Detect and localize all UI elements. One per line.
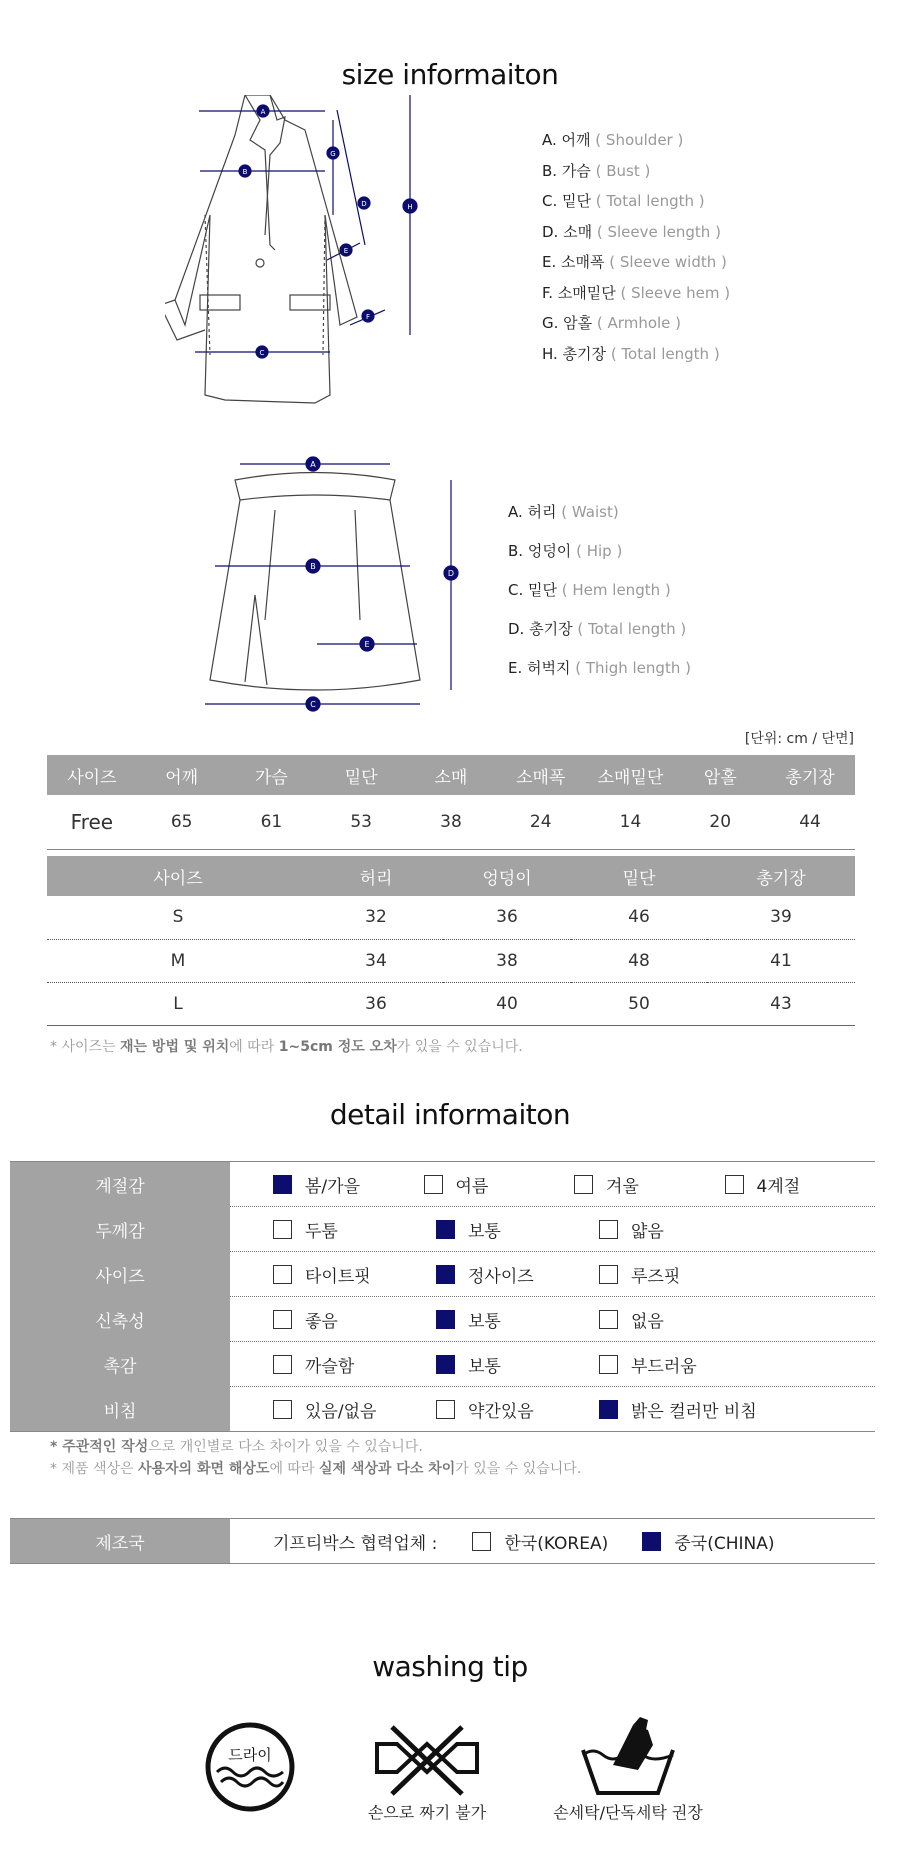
origin-row xyxy=(10,1519,875,1564)
jacket-marker-c: C xyxy=(259,349,265,357)
jacket-marker-g: G xyxy=(330,150,336,158)
legend-item: E. 허벅지 ( Thigh length ) xyxy=(508,659,691,677)
legend-item: B. 엉덩이 ( Hip ) xyxy=(508,542,623,560)
jacket-size-table xyxy=(47,755,855,850)
table-cell: M xyxy=(47,939,309,982)
origin-table xyxy=(10,1518,875,1564)
detail-label: 두께감 xyxy=(10,1207,230,1252)
option-none[interactable]: 없음 xyxy=(599,1307,762,1332)
jacket-marker-a: A xyxy=(260,108,266,116)
checkbox-checked[interactable] xyxy=(436,1355,455,1374)
checkbox[interactable] xyxy=(599,1355,618,1374)
table-row xyxy=(47,896,855,939)
table-row xyxy=(47,795,855,849)
table-cell: 43 xyxy=(707,982,855,1025)
checkbox[interactable] xyxy=(599,1310,618,1329)
table-cell: 38 xyxy=(443,939,571,982)
detail-label: 신축성 xyxy=(10,1297,230,1342)
checkbox[interactable] xyxy=(599,1265,618,1284)
option-korea[interactable]: 한국(KOREA) xyxy=(472,1529,642,1554)
option-good[interactable]: 좋음 xyxy=(273,1307,436,1332)
option-tight-fit[interactable]: 타이트핏 xyxy=(273,1262,436,1287)
table-header-row xyxy=(47,755,855,795)
option-loose-fit[interactable]: 루즈핏 xyxy=(599,1262,762,1287)
jacket-marker-f: F xyxy=(365,313,371,321)
origin-label: 제조국 xyxy=(10,1519,230,1564)
unit-label: [단위: cm / 단면] xyxy=(744,731,854,747)
option-regular-fit[interactable]: 정사이즈 xyxy=(436,1262,599,1287)
option-slight[interactable]: 약간있음 xyxy=(436,1397,599,1422)
skirt-marker-d: D xyxy=(447,569,455,578)
detail-note-2: * 제품 색상은 사용자의 화면 해상도에 따라 실제 색상과 다소 차이가 있을 수 있습니다. xyxy=(50,1461,582,1477)
detail-section-title: detail informaiton xyxy=(329,1098,571,1131)
no-wring-label: 손으로 짜기 불가 xyxy=(367,1803,487,1822)
table-row xyxy=(47,939,855,982)
option-all-season[interactable]: 4계절 xyxy=(725,1172,876,1197)
table-cell: 48 xyxy=(571,939,707,982)
legend-item: F. 소매밑단 ( Sleeve hem ) xyxy=(542,283,731,302)
col-header: 어깨 xyxy=(137,755,227,795)
jacket-marker-e: E xyxy=(343,247,349,255)
skirt-legend xyxy=(508,493,691,688)
checkbox[interactable] xyxy=(273,1400,292,1419)
hand-wash-icon xyxy=(578,1715,678,1800)
option-normal[interactable]: 보통 xyxy=(436,1307,599,1332)
skirt-diagram xyxy=(195,450,475,720)
option-light-colors-only[interactable]: 밝은 컬러만 비침 xyxy=(599,1397,757,1422)
detail-row-thickness xyxy=(10,1207,875,1252)
legend-item: G. 암홀 ( Armhole ) xyxy=(542,314,682,332)
jacket-marker-h: H xyxy=(407,203,413,211)
detail-row-sheer xyxy=(10,1387,875,1432)
table-cell: 46 xyxy=(571,896,707,939)
skirt-marker-c: C xyxy=(310,700,316,709)
jacket-legend xyxy=(542,125,730,369)
checkbox[interactable] xyxy=(273,1265,292,1284)
table-cell: 38 xyxy=(406,795,496,849)
skirt-size-table xyxy=(47,856,855,1026)
legend-item: A. 허리 ( Waist) xyxy=(508,503,619,521)
checkbox[interactable] xyxy=(725,1175,744,1194)
detail-label: 계절감 xyxy=(10,1162,230,1207)
table-cell: S xyxy=(47,896,309,939)
detail-label: 비침 xyxy=(10,1387,230,1432)
table-cell: 61 xyxy=(227,795,317,849)
table-cell: 40 xyxy=(443,982,571,1025)
checkbox[interactable] xyxy=(273,1310,292,1329)
table-cell: Free xyxy=(47,795,137,849)
skirt-marker-e: E xyxy=(364,640,370,649)
table-cell: 34 xyxy=(309,939,443,982)
col-header: 허리 xyxy=(309,856,443,896)
checkbox[interactable] xyxy=(599,1220,618,1239)
detail-row-stretch xyxy=(10,1297,875,1342)
table-cell: 36 xyxy=(309,982,443,1025)
checkbox[interactable] xyxy=(424,1175,443,1194)
jacket-marker-d: D xyxy=(361,200,367,208)
option-winter[interactable]: 겨울 xyxy=(574,1172,725,1197)
table-cell: 65 xyxy=(137,795,227,849)
checkbox-checked[interactable] xyxy=(436,1265,455,1284)
table-cell: 36 xyxy=(443,896,571,939)
checkbox-checked[interactable] xyxy=(436,1220,455,1239)
option-thick[interactable]: 두툼 xyxy=(273,1217,436,1242)
table-cell: 20 xyxy=(675,795,765,849)
size-note: * 사이즈는 재는 방법 및 위치에 따라 1~5cm 정도 오차가 있을 수 있습니다. xyxy=(50,1039,523,1055)
detail-table xyxy=(10,1161,875,1432)
legend-item: C. 밑단 ( Hem length ) xyxy=(508,581,671,599)
col-header: 소매폭 xyxy=(496,755,586,795)
col-header: 총기장 xyxy=(707,856,855,896)
option-summer[interactable]: 여름 xyxy=(424,1172,575,1197)
detail-label: 사이즈 xyxy=(10,1252,230,1297)
option-yes-no[interactable]: 있음/없음 xyxy=(273,1397,436,1422)
table-cell: 41 xyxy=(707,939,855,982)
detail-row-season xyxy=(10,1162,875,1207)
col-header: 밑단 xyxy=(316,755,406,795)
skirt-marker-a: A xyxy=(310,460,316,469)
checkbox-checked[interactable] xyxy=(436,1310,455,1329)
skirt-marker-b: B xyxy=(310,562,316,571)
table-cell: 44 xyxy=(765,795,855,849)
option-normal[interactable]: 보통 xyxy=(436,1352,599,1377)
table-header-row xyxy=(47,856,855,896)
col-header: 사이즈 xyxy=(47,755,137,795)
legend-item: C. 밑단 ( Total length ) xyxy=(542,192,705,210)
col-header: 총기장 xyxy=(765,755,855,795)
legend-item: A. 어깨 ( Shoulder ) xyxy=(542,131,684,149)
size-section-title: size informaiton xyxy=(341,58,559,91)
col-header: 소매밑단 xyxy=(586,755,676,795)
jacket-marker-b: B xyxy=(242,168,248,176)
hand-wash-label: 손세탁/단독세탁 권장 xyxy=(553,1803,703,1822)
table-cell: 14 xyxy=(586,795,676,849)
table-cell: 24 xyxy=(496,795,586,849)
col-header: 사이즈 xyxy=(47,856,309,896)
table-cell: L xyxy=(47,982,309,1025)
detail-row-fit xyxy=(10,1252,875,1297)
option-china[interactable]: 중국(CHINA) xyxy=(642,1529,805,1554)
table-cell: 39 xyxy=(707,896,855,939)
checkbox[interactable] xyxy=(436,1400,455,1419)
checkbox[interactable] xyxy=(472,1532,491,1551)
dry-clean-icon xyxy=(203,1720,298,1815)
detail-note-1: * 주관적인 작성으로 개인별로 다소 차이가 있을 수 있습니다. xyxy=(50,1439,423,1455)
no-wring-icon xyxy=(372,1722,482,1802)
option-soft[interactable]: 부드러움 xyxy=(599,1352,762,1377)
jacket-diagram xyxy=(165,95,500,425)
option-rough[interactable]: 까슬함 xyxy=(273,1352,436,1377)
legend-item: E. 소매폭 ( Sleeve width ) xyxy=(542,253,727,271)
table-row xyxy=(47,982,855,1025)
dry-icon-text: 드라이 xyxy=(228,1746,272,1764)
col-header: 밑단 xyxy=(571,856,707,896)
legend-item: D. 총기장 ( Total length ) xyxy=(508,620,687,638)
col-header: 소매 xyxy=(406,755,496,795)
checkbox[interactable] xyxy=(574,1175,593,1194)
legend-item: B. 가슴 ( Bust ) xyxy=(542,161,651,180)
checkbox[interactable] xyxy=(273,1355,292,1374)
detail-row-texture xyxy=(10,1342,875,1387)
table-cell: 50 xyxy=(571,982,707,1025)
col-header: 엉덩이 xyxy=(443,856,571,896)
checkbox[interactable] xyxy=(273,1220,292,1239)
option-thin[interactable]: 얇음 xyxy=(599,1217,762,1242)
checkbox-checked[interactable] xyxy=(642,1532,661,1551)
checkbox-checked[interactable] xyxy=(599,1400,618,1419)
washing-section-title: washing tip xyxy=(372,1650,528,1683)
legend-item: D. 소매 ( Sleeve length ) xyxy=(542,222,721,241)
col-header: 암홀 xyxy=(675,755,765,795)
option-normal[interactable]: 보통 xyxy=(436,1217,599,1242)
detail-label: 촉감 xyxy=(10,1342,230,1387)
option-spring-fall[interactable]: 봄/가을 xyxy=(273,1172,424,1197)
origin-prefix: 기프티박스 협력업체 : xyxy=(273,1533,438,1554)
legend-item: H. 총기장 ( Total length ) xyxy=(542,344,720,363)
table-cell: 53 xyxy=(316,795,406,849)
col-header: 가슴 xyxy=(227,755,317,795)
checkbox-checked[interactable] xyxy=(273,1175,292,1194)
table-cell: 32 xyxy=(309,896,443,939)
